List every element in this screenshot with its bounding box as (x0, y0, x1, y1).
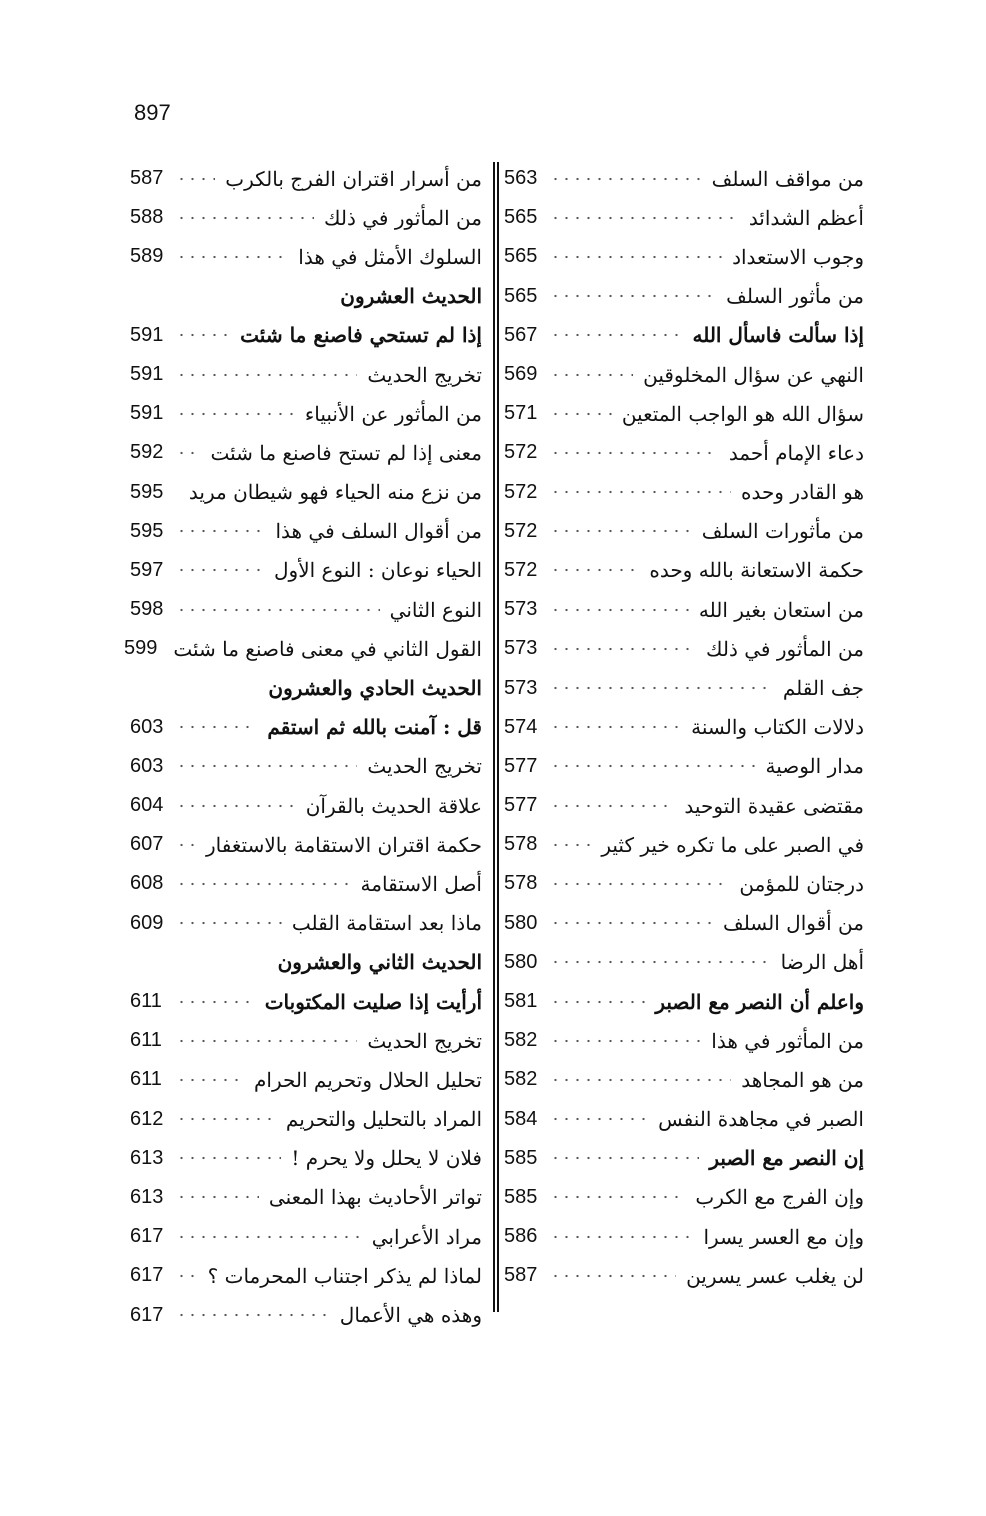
toc-entry-page: 565 (504, 245, 538, 268)
toc-entry-page: 595 (130, 480, 164, 503)
dot-leader (550, 169, 702, 189)
toc-entry (130, 1139, 482, 1178)
toc-entry-page: 572 (504, 441, 538, 464)
dot-leader (176, 992, 255, 1012)
dot-leader (176, 1187, 259, 1207)
toc-entry-title: تخريج الحديث (363, 1029, 482, 1053)
toc-entry-title: من هو المجاهد (737, 1068, 864, 1092)
toc-entry (504, 982, 864, 1021)
toc-entry (504, 1256, 864, 1295)
toc-entry (504, 473, 864, 512)
toc-entry-page: 587 (504, 1264, 538, 1287)
toc-entry (130, 864, 482, 903)
toc-entry-title: هو القادر وحده (737, 480, 864, 504)
dot-leader (550, 443, 719, 463)
dot-leader (176, 482, 179, 502)
dot-leader (176, 874, 351, 894)
toc-entry (504, 237, 864, 276)
toc-entry-title: ماذا بعد استقامة القلب (288, 911, 482, 935)
toc-entry-page: 608 (130, 872, 164, 895)
toc-entry (130, 277, 482, 316)
toc-left-column (123, 159, 482, 1335)
toc-entry (504, 394, 864, 433)
toc-entry-page: 609 (130, 911, 164, 934)
toc-entry-page: 591 (130, 402, 164, 425)
toc-entry-page: 580 (504, 911, 538, 934)
toc-entry-page: 589 (130, 245, 164, 268)
toc-entry-page: 592 (130, 441, 164, 464)
toc-entry (504, 316, 864, 355)
toc-entry (130, 668, 482, 707)
dot-leader (176, 1109, 276, 1129)
toc-entry-page: 584 (504, 1107, 538, 1130)
dot-leader (176, 560, 264, 580)
dot-leader (550, 325, 682, 345)
page-number: 897 (134, 100, 171, 125)
toc-entry-page: 574 (504, 715, 538, 738)
toc-entry-title: علاقة الحديث بالقرآن (302, 794, 482, 818)
toc-entry-page: 581 (504, 990, 538, 1013)
toc-entry (130, 1295, 482, 1334)
toc-entry (130, 237, 482, 276)
toc-entry-title: مراد الأعرابي (368, 1225, 482, 1249)
toc-entry-page: 569 (504, 363, 538, 386)
dot-leader (550, 1070, 731, 1090)
toc-entry-title: من مأثور السلف (722, 284, 864, 308)
toc-section-heading: الحديث العشرون (336, 284, 482, 308)
toc-entry-title: من المأثور عن الأنبياء (301, 402, 482, 426)
toc-entry-page: 578 (504, 872, 538, 895)
dot-leader (550, 1109, 648, 1129)
toc-entry-page: 617 (130, 1303, 164, 1326)
toc-entry (504, 1178, 864, 1217)
dot-leader (176, 1305, 330, 1325)
toc-entry (504, 355, 864, 394)
toc-entry-page: 582 (504, 1029, 538, 1052)
toc-entry-title: مقتضى عقيدة التوحيد (680, 794, 864, 818)
dot-leader (176, 600, 380, 620)
toc-entry (130, 316, 482, 355)
toc-entry (504, 590, 864, 629)
toc-entry-title: تحليل الحلال وتحريم الحرام (250, 1068, 482, 1092)
toc-entry (130, 512, 482, 551)
toc-entry-title: من المأثور في هذا (707, 1029, 864, 1053)
toc-entry-title: سؤال الله هو الواجب المتعين (618, 402, 864, 426)
toc-entry-title: من المأثور في ذلك (702, 637, 864, 661)
toc-entry-title: من نزع منه الحياء فهو شيطان مريد (185, 480, 482, 504)
toc-entry (504, 629, 864, 668)
toc-entry-title: دلالات الكتاب والسنة (687, 715, 864, 739)
toc-entry-page: 572 (504, 480, 538, 503)
toc-entry (130, 433, 482, 472)
dot-leader (176, 1227, 362, 1247)
toc-entry (504, 1021, 864, 1060)
toc-entry-title: من مواقف السلف (708, 167, 864, 191)
toc-entry (130, 1021, 482, 1060)
toc-section-heading: الحديث الحادي والعشرون (264, 676, 482, 700)
dot-leader (550, 1266, 676, 1286)
toc-entry (130, 747, 482, 786)
toc-entry-title: أعظم الشدائد (745, 206, 864, 230)
toc-entry (504, 668, 864, 707)
toc-entry-title: وإن مع العسر يسرا (699, 1225, 864, 1249)
toc-entry-title: دعاء الإمام أحمد (725, 441, 864, 465)
toc-entry-page: 607 (130, 833, 164, 856)
toc-entry-page: 585 (504, 1146, 538, 1169)
dot-leader (176, 835, 196, 855)
toc-entry-page: 577 (504, 754, 538, 777)
toc-entry (130, 1217, 482, 1256)
dot-leader (550, 992, 645, 1012)
toc-section-heading: أرأيت إذا صليت المكتوبات (261, 990, 482, 1014)
dot-leader (176, 796, 296, 816)
toc-entry-title: لماذا لم يذكر اجتناب المحرمات ؟ (204, 1264, 482, 1288)
dot-leader (176, 325, 230, 345)
toc-entry-page: 613 (130, 1146, 164, 1169)
toc-entry-page: 588 (130, 206, 164, 229)
dot-leader (550, 913, 713, 933)
toc-entry (130, 1100, 482, 1139)
toc-entry-page: 565 (504, 284, 538, 307)
dot-leader (550, 678, 773, 698)
dot-leader (550, 1227, 693, 1247)
toc-entry (504, 943, 864, 982)
toc-entry-page: 599 (123, 637, 158, 660)
toc-entry (504, 159, 864, 198)
toc-entry-title: حكمة الاستعانة بالله وحده (645, 558, 864, 582)
toc-entry-title: وجوب الاستعداد (728, 245, 864, 269)
toc-entry-title: فلان لا يحلل ولا يحرم ! (287, 1146, 482, 1170)
toc-section-heading: واعلم أن النصر مع الصبر (651, 990, 864, 1014)
toc-entry (504, 1100, 864, 1139)
dot-leader (550, 600, 689, 620)
dot-leader (550, 717, 681, 737)
toc-entry-title: من مأثورات السلف (698, 519, 864, 543)
dot-leader (176, 169, 215, 189)
dot-leader (550, 247, 722, 267)
toc-entry (504, 786, 864, 825)
toc-entry-title: درجتان للمؤمن (735, 872, 864, 896)
toc-entry-page: 572 (504, 558, 538, 581)
dot-leader (176, 756, 357, 776)
toc-entry-page: 617 (130, 1225, 164, 1248)
toc-entry (130, 590, 482, 629)
toc-entry (130, 943, 482, 982)
toc-entry (504, 551, 864, 590)
toc-entry (130, 198, 482, 237)
dot-leader (176, 1148, 281, 1168)
toc-section-heading: إن النصر مع الصبر (705, 1146, 864, 1170)
toc-entry-title: القول الثاني في معنى فاصنع ما شئت (169, 637, 482, 661)
dot-leader (550, 796, 674, 816)
toc-entry-page: 563 (504, 167, 538, 190)
toc-entry (504, 512, 864, 551)
dot-leader (176, 1266, 198, 1286)
dot-leader (550, 208, 739, 228)
dot-leader (176, 404, 295, 424)
toc-entry-title: وإن الفرج مع الكرب (691, 1185, 864, 1209)
toc-entry-page: 578 (504, 833, 538, 856)
toc-entry-page: 580 (504, 950, 538, 973)
dot-leader (550, 1148, 699, 1168)
toc-entry-title: من المأثور في ذلك (320, 206, 482, 230)
toc-entry-page: 571 (504, 402, 538, 425)
toc-entry-title: من استعان بغير الله (695, 598, 864, 622)
dot-leader (550, 365, 633, 385)
dot-leader (550, 756, 755, 776)
dot-leader (550, 482, 731, 502)
toc-entry-page: 598 (130, 598, 164, 621)
toc-entry (130, 551, 482, 590)
toc-entry (504, 825, 864, 864)
toc-section-heading: إذا لم تستحي فاصنع ما شئت (236, 323, 482, 347)
dot-leader (550, 952, 771, 972)
toc-entry (504, 277, 864, 316)
dot-leader (550, 835, 591, 855)
toc-entry-title: حكمة اقتران الاستقامة بالاستغفار (202, 833, 482, 857)
toc-entry-page: 572 (504, 519, 538, 542)
dot-leader (550, 1031, 701, 1051)
toc-entry-title: مدار الوصية (761, 754, 864, 778)
toc-section-heading: قل : آمنت بالله ثم استقم (263, 715, 482, 739)
toc-section-heading: الحديث الثاني والعشرون (274, 950, 482, 974)
toc-entry (130, 1060, 482, 1099)
toc-entry-page: 573 (504, 676, 538, 699)
toc-entry-page: 604 (130, 794, 164, 817)
toc-entry-page: 573 (504, 637, 538, 660)
toc-entry (123, 629, 482, 668)
toc-entry-page: 585 (504, 1185, 538, 1208)
toc-entry (504, 747, 864, 786)
toc-entry (504, 864, 864, 903)
dot-leader (550, 521, 692, 541)
toc-entry-page: 611 (130, 1029, 162, 1052)
toc-entry-page: 597 (130, 558, 164, 581)
toc-entry (504, 904, 864, 943)
dot-leader (550, 286, 716, 306)
toc-section-heading: إذا سألت فاسأل الله (688, 323, 864, 347)
dot-leader (176, 913, 282, 933)
dot-leader (550, 560, 639, 580)
toc-entry-page: 586 (504, 1225, 538, 1248)
dot-leader (176, 443, 200, 463)
toc-entry-page: 573 (504, 598, 538, 621)
toc-entry-title: من أسرار اقتران الفرج بالكرب (221, 167, 482, 191)
toc-entry (130, 473, 482, 512)
toc-entry-title: السلوك الأمثل في هذا (294, 245, 482, 269)
toc-entry-title: من أقوال السلف في هذا (271, 519, 482, 543)
toc-entry-title: الحياء نوعان : النوع الأول (270, 558, 482, 582)
toc-entry-page: 577 (504, 794, 538, 817)
toc-entry-page: 582 (504, 1068, 538, 1091)
toc-entry-page: 567 (504, 323, 538, 346)
toc-entry (130, 825, 482, 864)
dot-leader (176, 521, 265, 541)
toc-entry (130, 982, 482, 1021)
dot-leader (550, 874, 729, 894)
toc-entry (504, 1060, 864, 1099)
toc-entry-title: تخريج الحديث (363, 363, 482, 387)
toc-entry-title: معنى إذا لم تستح فاصنع ما شئت (206, 441, 482, 465)
dot-leader (176, 1031, 357, 1051)
toc-entry-page: 612 (130, 1107, 164, 1130)
toc-entry (130, 708, 482, 747)
toc-entry-title: جف القلم (779, 676, 864, 700)
toc-entry-title: أهل الرضا (777, 950, 864, 974)
toc-right-column (504, 159, 864, 1295)
toc-entry-title: النوع الثاني (386, 598, 482, 622)
toc-entry-title: وهذه هي الأعمال (336, 1303, 482, 1327)
toc-entry (504, 708, 864, 747)
toc-entry-title: النهي عن سؤال المخلوقين (639, 363, 864, 387)
dot-leader (176, 365, 357, 385)
dot-leader (550, 1187, 685, 1207)
dot-leader (550, 639, 696, 659)
dot-leader (176, 717, 257, 737)
toc-entry-title: في الصبر على ما تكره خير كثير (597, 833, 864, 857)
toc-entry-title: أصل الاستقامة (357, 872, 482, 896)
toc-entry-page: 611 (130, 990, 162, 1013)
toc-entry (504, 433, 864, 472)
toc-entry (504, 1139, 864, 1178)
toc-entry-page: 603 (130, 754, 164, 777)
column-divider (493, 162, 499, 1312)
toc-entry-title: تخريج الحديث (363, 754, 482, 778)
toc-entry (130, 159, 482, 198)
toc-entry (504, 198, 864, 237)
toc-entry-title: المراد بالتحليل والتحريم (282, 1107, 482, 1131)
toc-entry (130, 355, 482, 394)
toc-entry-title: من أقوال السلف (719, 911, 864, 935)
toc-entry-page: 591 (130, 323, 164, 346)
toc-entry-page: 611 (130, 1068, 162, 1091)
toc-entry (130, 786, 482, 825)
toc-entry-title: الصبر في مجاهدة النفس (654, 1107, 864, 1131)
toc-entry (130, 1256, 482, 1295)
dot-leader (176, 247, 288, 267)
toc-entry-page: 613 (130, 1185, 164, 1208)
dot-leader (176, 1070, 244, 1090)
toc-entry-page: 587 (130, 167, 164, 190)
toc-entry (130, 904, 482, 943)
toc-entry-page: 565 (504, 206, 538, 229)
toc-entry-title: تواتر الأحاديث بهذا المعنى (265, 1185, 482, 1209)
toc-entry (504, 1217, 864, 1256)
toc-entry (130, 1178, 482, 1217)
toc-entry (130, 394, 482, 433)
toc-entry-page: 603 (130, 715, 164, 738)
dot-leader (176, 208, 314, 228)
dot-leader (550, 404, 612, 424)
toc-entry-title: لن يغلب عسر يسرين (682, 1264, 864, 1288)
toc-entry-page: 595 (130, 519, 164, 542)
toc-entry-page: 591 (130, 363, 164, 386)
toc-entry-page: 617 (130, 1264, 164, 1287)
